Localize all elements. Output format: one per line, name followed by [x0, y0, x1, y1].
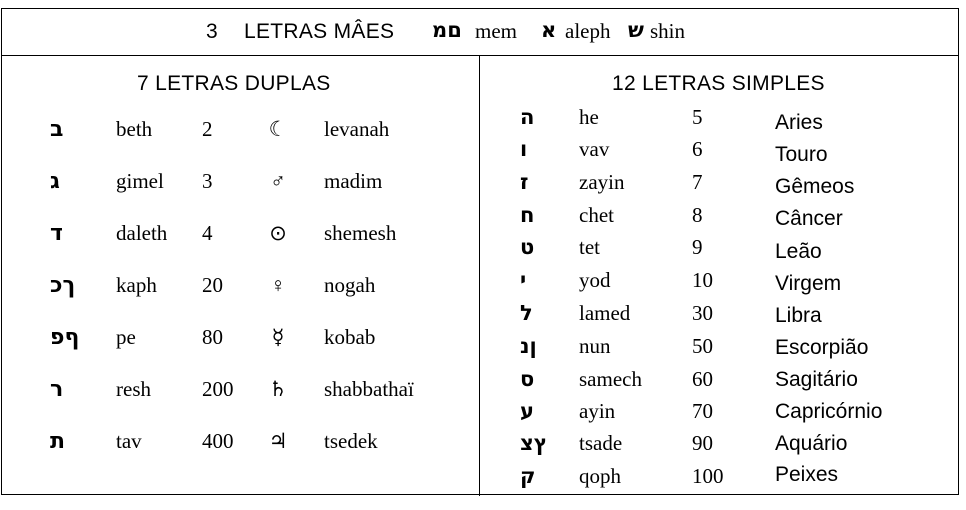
simple-name: yod: [579, 268, 611, 292]
double-glyph: ףפ: [50, 325, 80, 350]
simple-name: samech: [579, 367, 642, 391]
double-value: 2: [202, 117, 213, 141]
simple-value: 90: [692, 431, 713, 455]
simple-name: lamed: [579, 301, 631, 325]
simple-sign: Peixes: [775, 463, 839, 486]
mars-icon: ♂: [270, 169, 286, 193]
double-value: 400: [202, 429, 234, 453]
double-glyph: ב: [50, 117, 64, 142]
simple-sign: Gêmeos: [775, 175, 855, 198]
simple-name: qoph: [579, 464, 621, 488]
double-name: tav: [116, 429, 142, 453]
simple-glyph: ה: [520, 105, 535, 129]
simple-value: 70: [692, 399, 713, 423]
sun-icon: ⊙: [269, 222, 287, 245]
simple-value: 10: [692, 268, 713, 292]
double-name: daleth: [116, 221, 168, 245]
simple-name: tsade: [579, 431, 623, 455]
double-planet: levanah: [324, 117, 390, 141]
mother-name-mem: mem: [475, 19, 517, 43]
simple-sign: Touro: [775, 143, 828, 166]
simple-value: 60: [692, 367, 713, 391]
simple-name: vav: [579, 137, 610, 161]
mother-glyph-mem: םמ: [432, 18, 462, 42]
mother-glyph-shin: ש: [628, 18, 644, 42]
mother-title: LETRAS MÂES: [244, 20, 395, 43]
simple-value: 6: [692, 137, 703, 161]
double-name: resh: [116, 377, 151, 401]
venus-icon: ♀: [270, 273, 286, 297]
saturn-icon: ♄: [268, 377, 288, 401]
simple-name: zayin: [579, 170, 625, 194]
simple-sign: Escorpião: [775, 336, 869, 359]
double-value: 4: [202, 221, 213, 245]
double-value: 200: [202, 377, 234, 401]
simple-glyph: ס: [520, 367, 535, 391]
moon-icon: ☾: [268, 117, 288, 141]
simple-glyph: ץצ: [520, 431, 548, 455]
simple-name: ayin: [579, 399, 616, 423]
simple-sign: Virgem: [775, 272, 842, 295]
simple-glyph: ןנ: [520, 334, 537, 358]
simples-title: 12 LETRAS SIMPLES: [612, 72, 825, 95]
simple-value: 7: [692, 170, 703, 194]
double-name: kaph: [116, 273, 157, 297]
simple-name: tet: [579, 235, 600, 259]
mercury-icon: ☿: [271, 325, 285, 349]
simple-value: 50: [692, 334, 713, 358]
simple-value: 5: [692, 105, 703, 129]
double-glyph: ר: [50, 377, 64, 402]
simple-name: chet: [579, 203, 614, 227]
double-value: 80: [202, 325, 223, 349]
simple-name: nun: [579, 334, 611, 358]
simple-value: 8: [692, 203, 703, 227]
simple-glyph: י: [520, 268, 527, 292]
simple-sign: Leão: [775, 240, 822, 263]
double-name: pe: [116, 325, 136, 349]
simple-glyph: ע: [520, 399, 534, 423]
double-planet: shabbathaï: [324, 377, 414, 401]
simple-sign: Aries: [775, 111, 823, 134]
double-planet: madim: [324, 169, 383, 193]
double-planet: tsedek: [324, 429, 378, 453]
double-glyph: ג: [50, 169, 60, 194]
column-divider: [479, 55, 480, 496]
double-value: 20: [202, 273, 223, 297]
simple-glyph: ק: [520, 464, 536, 488]
simple-value: 100: [692, 464, 724, 488]
double-planet: kobab: [324, 325, 376, 349]
simple-sign: Libra: [775, 304, 822, 327]
simple-glyph: ל: [520, 301, 533, 325]
double-glyph: ת: [50, 429, 66, 454]
jupiter-icon: ♃: [268, 429, 288, 453]
simple-sign: Aquário: [775, 432, 848, 455]
double-glyph: ד: [50, 221, 63, 246]
simple-sign: Sagitário: [775, 368, 858, 391]
simple-value: 9: [692, 235, 703, 259]
simple-glyph: ו: [520, 137, 528, 161]
simple-value: 30: [692, 301, 713, 325]
simple-glyph: ז: [520, 170, 529, 194]
double-name: gimel: [116, 169, 164, 193]
mother-count: 3: [206, 20, 218, 43]
mother-name-shin: shin: [650, 19, 686, 43]
simple-sign: Câncer: [775, 207, 843, 230]
double-glyph: ךכ: [50, 273, 76, 298]
mother-name-aleph: aleph: [565, 19, 611, 43]
doubles-title: 7 LETRAS DUPLAS: [137, 72, 331, 95]
simple-name: he: [579, 105, 599, 129]
double-planet: nogah: [324, 273, 376, 297]
simple-sign: Capricórnio: [775, 400, 883, 423]
mother-glyph-aleph: א: [541, 18, 557, 42]
double-planet: shemesh: [324, 221, 397, 245]
simple-glyph: ח: [520, 203, 535, 227]
simple-glyph: ט: [520, 235, 535, 259]
header-divider: [2, 55, 958, 56]
double-value: 3: [202, 169, 213, 193]
double-name: beth: [116, 117, 153, 141]
